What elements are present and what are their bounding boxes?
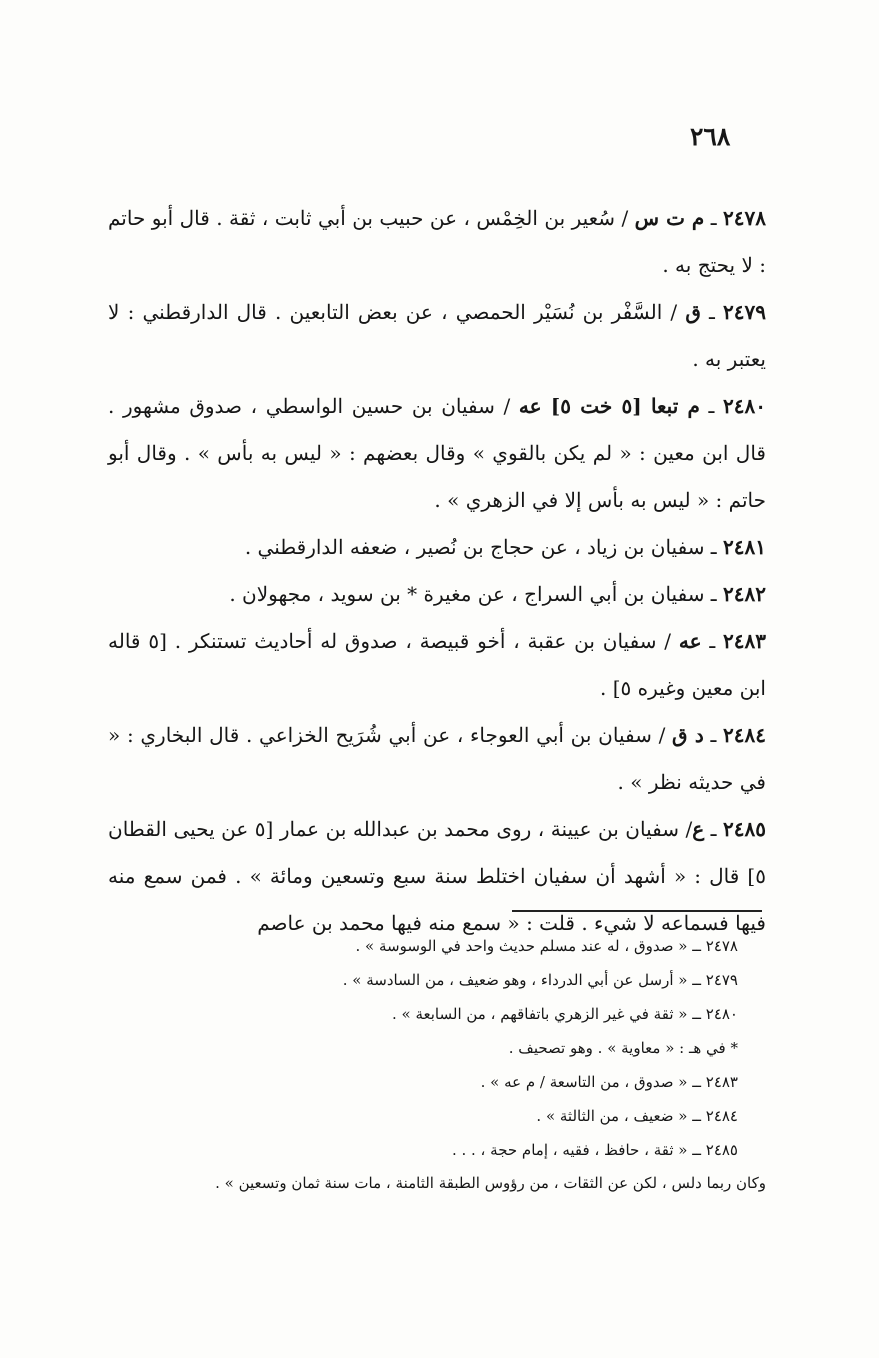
entry-codes: ع [692, 817, 705, 841]
entry: ٢٤٨٥ ـ ع/ سفيان بن عيينة ، روى محمد بن عبدالله بن عمار [٥ عن يحيى القطان ٥] قال : « أشهد أن سفيان اختلط سنة سبع وتسعين ومائة » . فمن سمع منه فيها فسماعه لا شيء . قلت : « سمع منه فيها محمد بن عاصم [108, 817, 766, 935]
entry-text: / سفيان بن أبي العوجاء ، عن أبي شُرَيح الخزاعي . قال البخاري : « في حديثه نظر » . [108, 723, 766, 794]
entry-text: / سفيان بن حسين الواسطي ، صدوق مشهور . قال ابن معين : « لم يكن بالقوي » وقال بعضهم : « ليس به بأس » . وقال أبو حاتم : « ليس به بأس إلا في الزهري » . [108, 394, 766, 512]
footnote: ٢٤٨٥ ــ « ثقة ، حافظ ، فقيه ، إمام حجة ، . . . [451, 1141, 738, 1159]
entry-number: ٢٤٨٤ [723, 723, 767, 747]
entry-codes: عه [678, 629, 702, 653]
entry: ٢٤٨٠ ـ م تبعا [٥ خت ٥] عه / سفيان بن حسين الواسطي ، صدوق مشهور . قال ابن معين : « لم يكن بالقوي » وقال بعضهم : « ليس به بأس » . وقال أبو حاتم : « ليس به بأس إلا في الزهري » . [108, 394, 766, 512]
entry: ٢٤٨٣ ـ عه / سفيان بن عقبة ، أخو قبيصة ، صدوق له أحاديث تستنكر . [٥ قاله ابن معين وغيره ٥] . [108, 629, 767, 700]
page-number: ٢٦٨ [690, 122, 731, 151]
entry-text: سفيان بن أبي السراج ، عن مغيرة * بن سويد ، مجهولان . [229, 582, 705, 606]
entry-text: سفيان بن زياد ، عن حجاج بن نُصير ، ضعفه الدارقطني . [244, 535, 705, 559]
entry-number: ٢٤٨١ [723, 535, 766, 559]
footnote: * في هـ : « معاوية » . وهو تصحيف . [508, 1039, 738, 1057]
entry-number: ٢٤٧٩ [723, 300, 767, 324]
footnote: ٢٤٨٣ ــ « صدوق ، من التاسعة / م عه » . [480, 1073, 738, 1091]
entry-text: / سفيان بن عقبة ، أخو قبيصة ، صدوق له أحاديث تستنكر . [٥ قاله ابن معين وغيره ٥] . [108, 629, 766, 700]
entry-text: / سُعير بن الخِمْس ، عن حبيب بن أبي ثابت ، ثقة . قال أبو حاتم : لا يحتج به . [108, 206, 766, 277]
entry-codes: د ق [672, 723, 704, 747]
footnote: ٢٤٨٠ ــ « ثقة في غير الزهري باتفاقهم ، من السابعة » . [391, 1005, 738, 1023]
entry-codes: ق [685, 300, 701, 324]
entry-text: / السَّفْر بن نُسَيْر الحمصي ، عن بعض التابعين . قال الدارقطني : لا يعتبر به . [108, 300, 766, 371]
main-text [108, 195, 766, 947]
entry-number: ٢٤٨٠ [723, 394, 766, 418]
entry-text: / سفيان بن عيينة ، روى محمد بن عبدالله بن عمار [٥ عن يحيى القطان ٥] قال : « أشهد أن سفيان اختلط سنة سبع وتسعين ومائة » . فمن سمع منه فيها فسماعه لا شيء . قلت : « سمع منه فيها محمد بن عاصم [108, 817, 766, 935]
entry-codes: م تبعا [٥ خت ٥] عه [518, 394, 700, 418]
entry-number: ٢٤٨٢ [723, 582, 766, 606]
entry-codes: م ت س [634, 206, 705, 230]
entry: ٢٤٧٨ ـ م ت س / سُعير بن الخِمْس ، عن حبيب بن أبي ثابت ، ثقة . قال أبو حاتم : لا يحتج به . [108, 206, 766, 277]
entry: ٢٤٨٢ ـ سفيان بن أبي السراج ، عن مغيرة * بن سويد ، مجهولان . [229, 582, 766, 606]
entry: ٢٤٨٤ ـ د ق / سفيان بن أبي العوجاء ، عن أبي شُرَيح الخزاعي . قال البخاري : « في حديثه نظر » . [108, 723, 767, 794]
entry: ٢٤٨١ ـ سفيان بن زياد ، عن حجاج بن نُصير ، ضعفه الدارقطني . [244, 535, 766, 559]
entry-number: ٢٤٨٥ [723, 817, 766, 841]
footnotes [108, 929, 766, 1199]
entry: ٢٤٧٩ ـ ق / السَّفْر بن نُسَيْر الحمصي ، عن بعض التابعين . قال الدارقطني : لا يعتبر به . [108, 300, 767, 371]
entry-number: ٢٤٨٣ [723, 629, 767, 653]
entry-number: ٢٤٧٨ [723, 206, 766, 230]
footnote: ٢٤٧٨ ــ « صدوق ، له عند مسلم حديث واحد في الوسوسة » . [355, 937, 738, 955]
footnote: ٢٤٧٩ ــ « أرسل عن أبي الدرداء ، وهو ضعيف ، من السادسة » . [342, 971, 738, 989]
footnote: ٢٤٨٤ ــ « ضعيف ، من الثالثة » . [536, 1107, 738, 1125]
footnote-continuation: وكان ربما دلس ، لكن عن الثقات ، من رؤوس الطبقة الثامنة ، مات سنة ثمان وتسعين » . [215, 1174, 766, 1192]
footnote-divider [512, 910, 762, 912]
